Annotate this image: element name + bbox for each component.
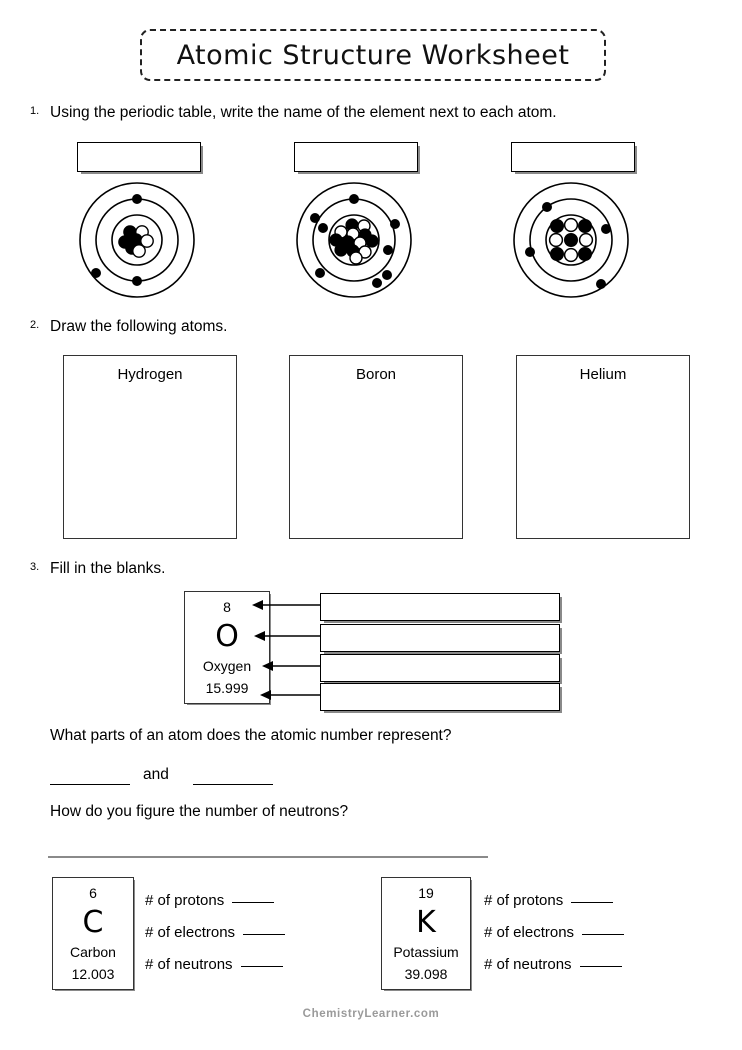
particle-label: # of protons [145, 892, 225, 909]
element-name-input-2[interactable] [294, 142, 418, 172]
element-card-potassium [381, 877, 471, 990]
element-name: Potassium [393, 944, 459, 961]
question-1-number: 1. [30, 105, 40, 117]
element-symbol: C [82, 904, 104, 940]
element-atomic-number: 6 [89, 884, 97, 901]
question-1-text: Using the periodic table, write the name of the element next to each atom. [50, 104, 557, 121]
particle-blank[interactable] [571, 902, 613, 903]
particle-label: # of electrons [484, 924, 575, 941]
callout-arrows [248, 594, 326, 707]
element-symbol: K [416, 904, 436, 940]
particle-row [145, 956, 285, 988]
question-3b-text: How do you figure the number of neutrons? [50, 803, 349, 820]
answer-blank-1[interactable] [50, 784, 130, 785]
question-3-text: Fill in the blanks. [50, 560, 166, 577]
particle-row [145, 924, 285, 956]
draw-box-label: Helium [579, 366, 627, 383]
draw-box-hydrogen[interactable] [63, 355, 237, 539]
answer-long-line[interactable] [48, 856, 488, 858]
element-atomic-mass: 39.098 [404, 966, 448, 983]
element-card-carbon [52, 877, 134, 990]
atom-diagram-2 [294, 180, 414, 300]
element-atomic-mass: 12.003 [71, 966, 115, 983]
atom-diagram-3 [511, 180, 631, 300]
particle-blank[interactable] [582, 934, 624, 935]
draw-box-label: Boron [355, 366, 397, 383]
question-3-number: 3. [30, 561, 40, 573]
particle-label: # of electrons [145, 924, 236, 941]
element-name-input-3[interactable] [511, 142, 635, 172]
blank-box-1[interactable] [320, 593, 560, 621]
element-atomic-number: 19 [418, 884, 434, 901]
blank-box-3[interactable] [320, 654, 560, 682]
question-2-text: Draw the following atoms. [50, 318, 228, 335]
blank-box-2[interactable] [320, 624, 560, 652]
page-title: Atomic Structure Worksheet [176, 39, 570, 71]
particle-row [145, 892, 285, 924]
element-name: Oxygen [202, 658, 252, 675]
particle-label: # of neutrons [484, 956, 572, 973]
footer-watermark: ChemistryLearner.com [302, 1008, 440, 1020]
particle-row [484, 956, 624, 988]
blank-box-4[interactable] [320, 683, 560, 711]
particle-row [484, 892, 624, 924]
question-3a-text: What parts of an atom does the atomic number represent? [50, 727, 452, 744]
particle-list-potassium [484, 892, 624, 988]
particle-blank[interactable] [580, 966, 622, 967]
answer-connector: and [143, 766, 169, 783]
question-2-number: 2. [30, 319, 40, 331]
element-name: Carbon [70, 944, 116, 961]
answer-blank-2[interactable] [193, 784, 273, 785]
element-symbol: O [215, 618, 239, 654]
element-name-input-1[interactable] [77, 142, 201, 172]
draw-box-label: Hydrogen [117, 366, 183, 383]
particle-label: # of neutrons [145, 956, 233, 973]
draw-box-boron[interactable] [289, 355, 463, 539]
element-atomic-mass: 15.999 [205, 680, 249, 697]
element-atomic-number: 8 [223, 598, 231, 615]
particle-blank[interactable] [241, 966, 283, 967]
particle-blank[interactable] [243, 934, 285, 935]
worksheet-title-box [140, 29, 606, 81]
draw-box-helium[interactable] [516, 355, 690, 539]
particle-label: # of protons [484, 892, 564, 909]
particle-list-carbon [145, 892, 285, 988]
particle-blank[interactable] [232, 902, 274, 903]
atom-diagram-1 [77, 180, 197, 300]
particle-row [484, 924, 624, 956]
